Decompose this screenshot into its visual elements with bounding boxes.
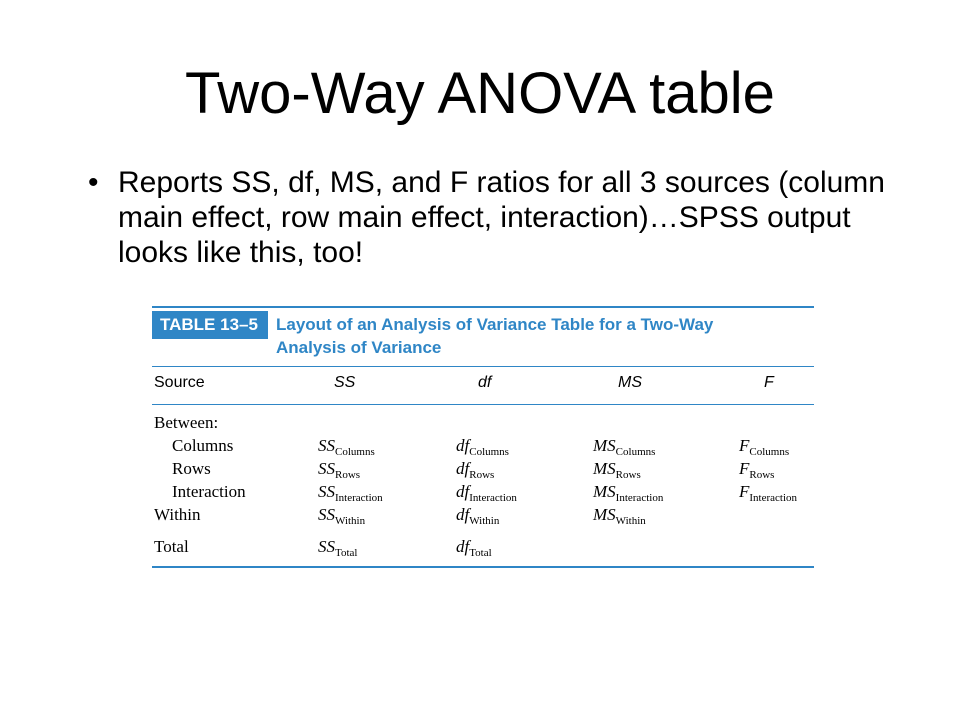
row-source: Interaction <box>172 482 246 501</box>
table-caption <box>276 313 816 359</box>
bullet-text: Reports SS, df, MS, and F ratios for all 3 sources (column main effect, row main effect, interaction)…SPSS output looks like this, too! <box>118 166 885 269</box>
table-caption-line-2: Analysis of Variance <box>276 338 442 357</box>
table-cell: $df_{Rows}$ <box>456 459 495 481</box>
table-cell: $SS_{Rows}$ <box>318 459 361 481</box>
table-cell: $MS_{Rows}$ <box>593 459 641 481</box>
table-caption-line-1: Layout of an Analysis of Variance Table for a Two-Way <box>276 315 714 334</box>
slide-title: Two-Way ANOVA table <box>185 61 775 126</box>
anova-table-figure <box>152 306 814 576</box>
table-header-rule <box>152 366 814 367</box>
table-cell: $SS_{Within}$ <box>318 505 366 527</box>
table-cell: $SS_{Interaction}$ <box>318 482 383 504</box>
table-cell: $F_{Interaction}$ <box>739 482 798 504</box>
table-cell: $MS_{Columns}$ <box>593 436 656 458</box>
row-source: Total <box>154 537 189 556</box>
table-cell: $SS_{Total}$ <box>318 537 358 559</box>
column-header-df: df <box>478 374 492 391</box>
table-cell: $MS_{Interaction}$ <box>593 482 664 504</box>
row-source: Within <box>154 505 201 524</box>
table-header <box>152 306 814 362</box>
column-header-f: F <box>764 374 774 391</box>
table-cell: $MS_{Within}$ <box>593 505 646 527</box>
row-source: Rows <box>172 459 211 478</box>
bullet-marker: • <box>88 166 99 199</box>
table-bottom-rule <box>152 566 814 568</box>
group-label-between: Between: <box>154 413 219 432</box>
table-column-rule <box>152 404 814 405</box>
column-header-ms: MS <box>618 374 642 391</box>
table-cell: $F_{Rows}$ <box>739 459 775 481</box>
table-cell: $df_{Columns}$ <box>456 436 509 458</box>
column-header-source: Source <box>154 374 205 391</box>
table-cell: $df_{Interaction}$ <box>456 482 517 504</box>
table-cell: $df_{Total}$ <box>456 537 492 559</box>
table-cell: $F_{Columns}$ <box>739 436 790 458</box>
row-source: Columns <box>172 436 234 455</box>
column-header-ss: SS <box>334 374 356 391</box>
table-cell: $SS_{Columns}$ <box>318 436 375 458</box>
table-number-label: TABLE 13–5 <box>152 311 268 339</box>
table-cell: $df_{Within}$ <box>456 505 500 527</box>
